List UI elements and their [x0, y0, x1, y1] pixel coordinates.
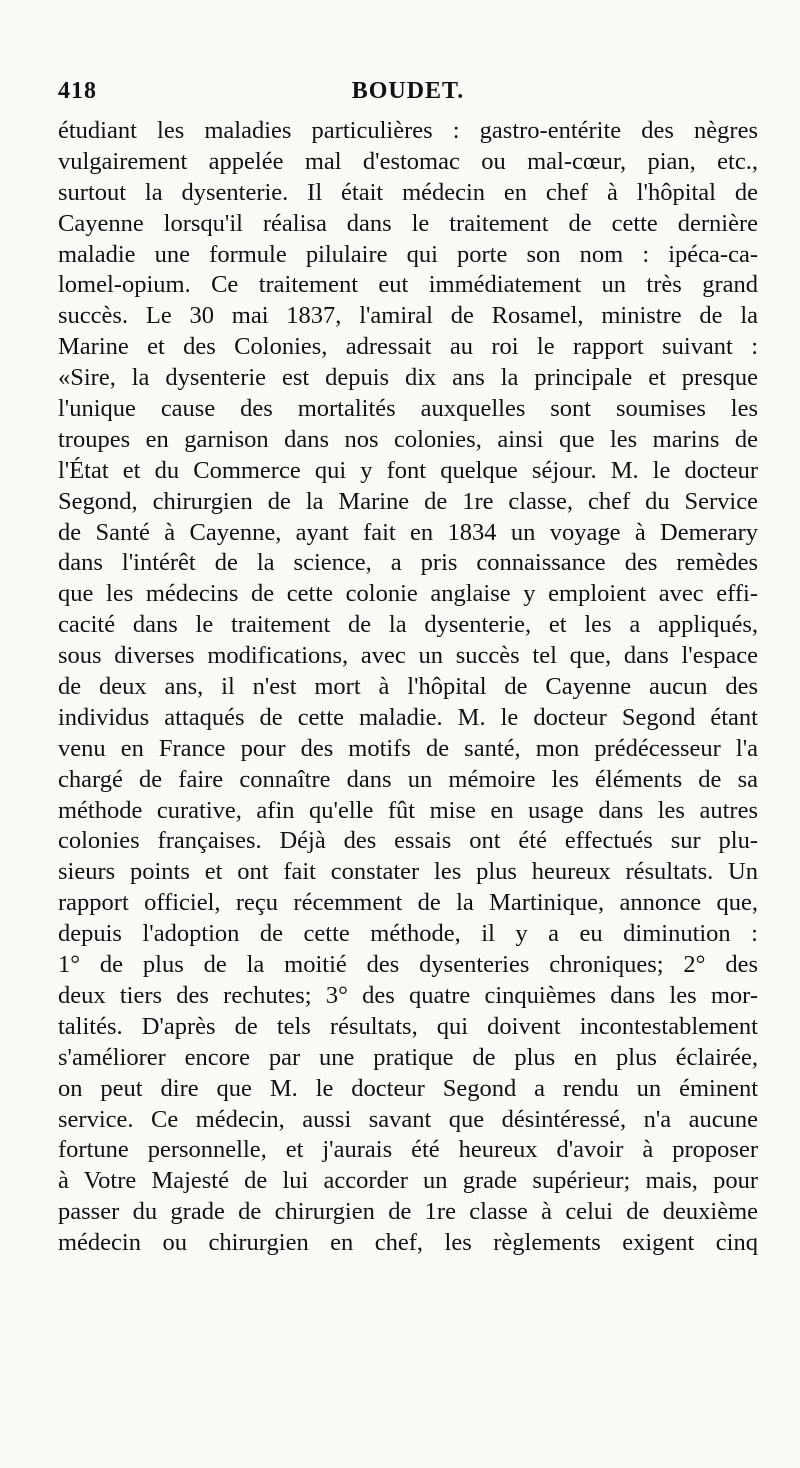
text-line: que les médecins de cette colonie anglaise y emploient avec effi- — [58, 580, 758, 608]
text-line: sous diverses modifications, avec un succès tel que, dans l'espace — [58, 642, 758, 670]
text-line: service. Ce médecin, aussi savant que désintéressé, n'a aucune — [58, 1105, 758, 1133]
text-line: sieurs points et ont fait constater les plus heureux résultats. Un — [58, 858, 758, 886]
text-line: depuis l'adoption de cette méthode, il y a eu diminution : — [58, 920, 758, 948]
text-line: venu en France pour des motifs de santé, mon prédécesseur l'a — [58, 734, 758, 762]
text-line: 1° de plus de la moitié des dysenteries chroniques; 2° des — [58, 951, 758, 979]
text-line: surtout la dysenterie. Il était médecin en chef à l'hôpital de — [58, 178, 758, 206]
text-line: vulgairement appelée mal d'estomac ou mal-cœur, pian, etc., — [58, 147, 758, 175]
body-text — [58, 116, 758, 1259]
text-line: Segond, chirurgien de la Marine de 1re classe, chef du Service — [58, 487, 758, 515]
text-line: l'État et du Commerce qui y font quelque séjour. M. le docteur — [58, 456, 758, 484]
text-line: Marine et des Colonies, adressait au roi le rapport suivant : — [58, 333, 758, 361]
text-line: médecin ou chirurgien en chef, les règlements exigent cinq — [58, 1229, 758, 1257]
page-number: 418 — [58, 78, 97, 104]
text-line: cacité dans le traitement de la dysenterie, et les a appliqués, — [58, 611, 758, 639]
text-line: colonies françaises. Déjà des essais ont été effectués sur plu- — [58, 827, 758, 855]
text-line: deux tiers des rechutes; 3° des quatre cinquièmes dans les mor- — [58, 981, 758, 1009]
text-line: dans l'intérêt de la science, a pris connaissance des remèdes — [58, 549, 758, 577]
text-line: méthode curative, afin qu'elle fût mise en usage dans les autres — [58, 796, 758, 824]
text-line: lomel-opium. Ce traitement eut immédiatement un très grand — [58, 271, 758, 299]
text-line: de Santé à Cayenne, ayant fait en 1834 un voyage à Demerary — [58, 518, 758, 546]
text-line: passer du grade de chirurgien de 1re classe à celui de deuxième — [58, 1198, 758, 1226]
running-title: BOUDET. — [351, 78, 465, 104]
text-line: individus attaqués de cette maladie. M. le docteur Segond étant — [58, 703, 758, 731]
text-line: de deux ans, il n'est mort à l'hôpital de Cayenne aucun des — [58, 673, 758, 701]
text-line: succès. Le 30 mai 1837, l'amiral de Rosamel, ministre de la — [58, 302, 758, 330]
text-line: étudiant les maladies particulières : gastro-entérite des nègres — [58, 117, 758, 144]
page-header — [58, 78, 758, 112]
text-line: troupes en garnison dans nos colonies, ainsi que les marins de — [58, 425, 758, 453]
text-line: à Votre Majesté de lui accorder un grade supérieur; mais, pour — [58, 1167, 758, 1195]
text-line: «Sire, la dysenterie est depuis dix ans la principale et presque — [58, 364, 758, 392]
text-line: s'améliorer encore par une pratique de plus en plus éclairée, — [58, 1043, 758, 1071]
text-line: maladie une formule pilulaire qui porte son nom : ipéca-ca- — [58, 240, 758, 268]
text-line: Cayenne lorsqu'il réalisa dans le traitement de cette dernière — [58, 209, 758, 237]
text-line: chargé de faire connaître dans un mémoire les éléments de sa — [58, 765, 758, 793]
text-line: talités. D'après de tels résultats, qui doivent incontestablement — [58, 1012, 758, 1040]
text-line: on peut dire que M. le docteur Segond a rendu un éminent — [58, 1074, 758, 1102]
text-line: rapport officiel, reçu récemment de la Martinique, annonce que, — [58, 889, 758, 917]
text-line: l'unique cause des mortalités auxquelles sont soumises les — [58, 395, 758, 423]
text-line: fortune personnelle, et j'aurais été heureux d'avoir à proposer — [58, 1136, 758, 1164]
